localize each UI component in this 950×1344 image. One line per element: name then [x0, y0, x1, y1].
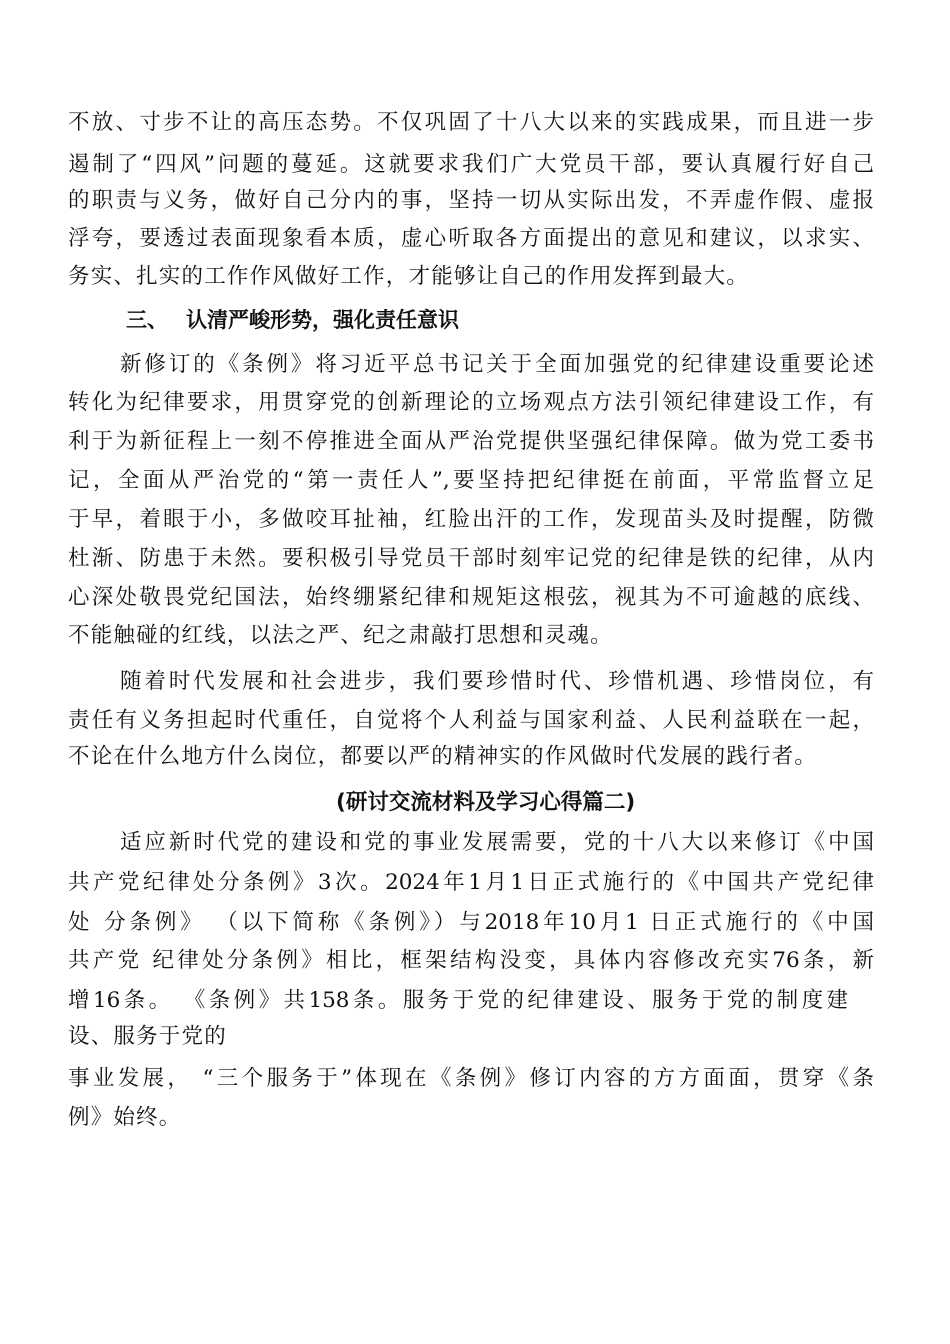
paragraph-line: 处 分条例》 （以下简称《条例》）与2018年10月1 日正式施行的《中国 [68, 910, 874, 935]
paragraph-line: 共产党纪律处分条例》3次。2024年1月1日正式施行的《中国共产党纪律 [68, 870, 874, 895]
section-heading-number: 三、 [126, 308, 168, 332]
paragraph-line: 适应新时代党的建设和党的事业发展需要，党的十八大以来修订《中国 [120, 830, 874, 855]
paragraph-line: 的职责与义务，做好自己分内的事，坚持一切从实际出发，不弄虚作假、虚报 [68, 188, 874, 213]
paragraph-line: 新修订的《条例》将习近平总书记关于全面加强党的纪律建设重要论述 [120, 352, 874, 377]
paragraph-line: 不放、寸步不让的高压态势。不仅巩固了十八大以来的实践成果，而且进一步 [68, 110, 874, 135]
paragraph-line: 不论在什么地方什么岗位，都要以严的精神实的作风做时代发展的践行者。 [68, 744, 818, 769]
paragraph-line: 设、服务于党的 [68, 1024, 227, 1049]
section-heading: 认清严峻形势，强化责任意识 [186, 308, 459, 332]
paragraph-line: 浮夸，要透过表面现象看本质，虚心听取各方面提出的意见和建议，以求实、 [68, 226, 874, 251]
paragraph-line: 例》始终。 [68, 1105, 182, 1130]
paragraph-line: 增16条。 《条例》共158条。服务于党的纪律建设、服务于党的制度建 [68, 988, 848, 1013]
paragraph-line: 务实、扎实的工作作风做好工作，才能够让自己的作用发挥到最大。 [68, 264, 750, 289]
paragraph-line: 随着时代发展和社会进步，我们要珍惜时代、珍惜机遇、珍惜岗位，有 [120, 669, 874, 694]
paragraph-line: 转化为纪律要求，用贯穿党的创新理论的立场观点方法引领纪律建设工作，有 [68, 390, 874, 415]
paragraph-line: 责任有义务担起时代重任，自觉将个人利益与国家利益、人民利益联在一起， [68, 708, 874, 733]
paragraph-line: 共产党 纪律处分条例》相比，框架结构没变，具体内容修改充实76条，新 [68, 948, 874, 973]
paragraph-line: 杜渐、防患于未然。要积极引导党员干部时刻牢记党的纪律是铁的纪律，从内 [68, 546, 874, 571]
paragraph-line: 记，全面从严治党的“第一责任人”,要坚持把纪律挺在前面，平常监督立足 [68, 468, 874, 493]
paragraph-line: 心深处敬畏党纪国法，始终绷紧纪律和规矩这根弦，视其为不可逾越的底线、 [68, 585, 874, 610]
paragraph-line: 利于为新征程上一刻不停推进全面从严治党提供坚强纪律保障。做为党工委书 [68, 429, 874, 454]
paragraph-line: 于早，着眼于小，多做咬耳扯袖，红脸出汗的工作，发现苗头及时提醒，防微 [68, 507, 874, 532]
section-title: (研讨交流材料及学习心得篇二) [336, 790, 636, 815]
paragraph-line: 不能触碰的红线，以法之严、纪之肃敲打思想和灵魂。 [68, 623, 613, 648]
paragraph-line: 事业发展， “三个服务于”体现在《条例》修订内容的方方面面，贯穿《条 [68, 1066, 874, 1091]
paragraph-line: 遏制了“四风”问题的蔓延。这就要求我们广大党员干部，要认真履行好自己 [68, 152, 874, 177]
